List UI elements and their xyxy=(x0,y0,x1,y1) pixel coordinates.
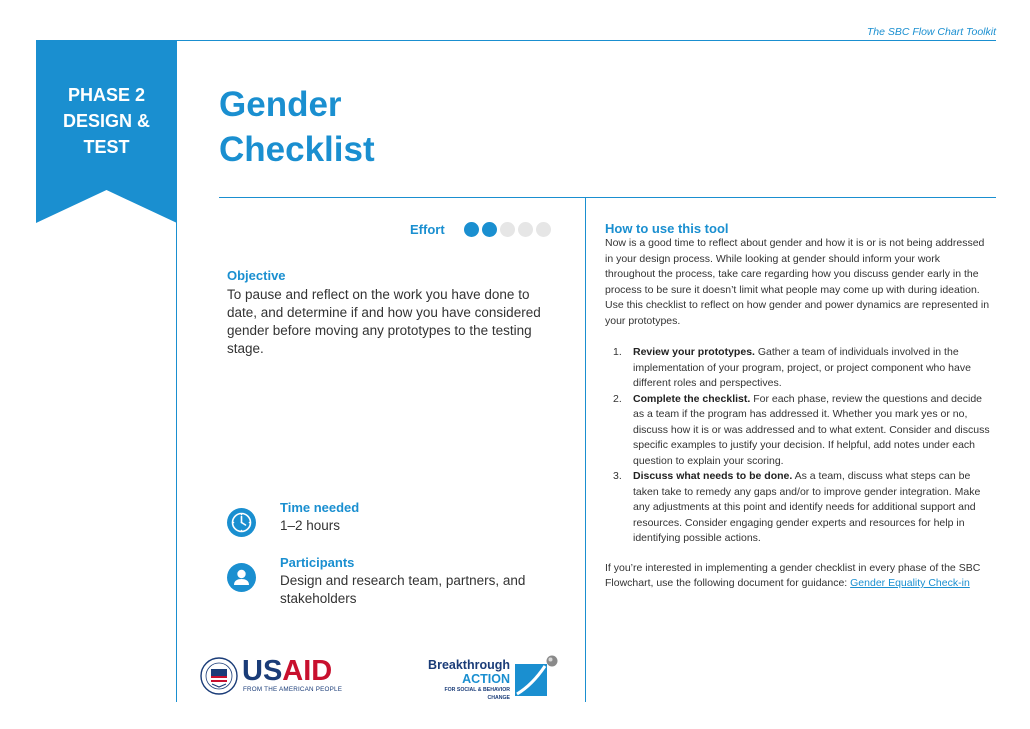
step-title: Complete the checklist. xyxy=(633,392,751,405)
breakthrough-action-mark-icon xyxy=(513,654,559,698)
step-title: Discuss what needs to be done. xyxy=(633,470,793,482)
ba-line-2: ACTION xyxy=(462,672,510,686)
time-needed-heading: Time needed xyxy=(280,500,360,515)
effort-dot-empty xyxy=(536,222,551,237)
phase-banner xyxy=(36,40,177,223)
time-needed-value: 1–2 hours xyxy=(280,518,341,533)
step-text: Gather a team of individuals involved in the implementation of your program, project, or project component who have different roles and perspectives. xyxy=(633,346,971,389)
title-divider xyxy=(219,197,996,198)
step-body xyxy=(633,345,990,392)
ba-line-1: Breakthrough xyxy=(428,658,510,672)
step-number: 1. xyxy=(613,346,622,358)
how-to-section xyxy=(605,221,990,592)
partner-logos xyxy=(200,652,560,702)
list-item xyxy=(605,469,990,547)
how-to-steps xyxy=(605,345,990,547)
step-title: Review your prototypes. xyxy=(633,346,755,358)
phase-line-1: PHASE 2 xyxy=(67,85,146,105)
effort-dot-filled xyxy=(482,222,497,237)
header-divider xyxy=(177,40,996,41)
gender-equality-checkin-link[interactable]: Gender Equality Check-in xyxy=(850,577,970,589)
objective-section xyxy=(227,268,557,358)
title-line-1: Gender xyxy=(219,85,342,124)
step-number: 2. xyxy=(613,392,622,405)
effort-label: Effort xyxy=(410,222,445,237)
objective-text: To pause and reflect on the work you have done to date, and determine if and how you have considered gender before moving any prototypes to the testing stage. xyxy=(227,287,541,356)
list-item xyxy=(605,345,990,392)
list-item xyxy=(605,392,990,470)
phase-line-3: TEST xyxy=(83,137,130,157)
breakthrough-action-logo xyxy=(424,658,510,702)
effort-dot-empty xyxy=(500,222,515,237)
toolkit-title: The SBC Flow Chart Toolkit xyxy=(866,26,996,38)
usaid-seal-icon xyxy=(200,657,238,695)
page-title xyxy=(219,82,375,172)
effort-rating xyxy=(410,222,551,237)
effort-dot-empty xyxy=(518,222,533,237)
effort-dots xyxy=(464,222,551,237)
how-to-heading: How to use this tool xyxy=(605,221,729,236)
column-divider xyxy=(585,198,586,702)
participants-value: Design and research team, partners, and stakeholders xyxy=(280,573,526,606)
usaid-wordmark: USAID xyxy=(242,655,333,687)
title-line-2: Checklist xyxy=(219,130,375,169)
step-text: For each phase, review the questions and decide as a team if the program has addressed it. Whether you mark yes or no, discuss how it is or was addressed and to what extent. Consider and discuss specific examples to justify your decision. If helpful, add notes under each question to explain your scoring. xyxy=(633,392,990,467)
effort-dot-filled xyxy=(464,222,479,237)
clock-icon xyxy=(227,508,256,537)
step-text: As a team, discuss what steps can be taken take to remedy any gaps and/or to improve gender integration. Make any adjustments at this point and identify needs for additional support and resources. Consider engaging gender experts and resources for help in identifying possible actions. xyxy=(633,470,981,544)
objective-heading: Objective xyxy=(227,268,286,283)
ba-line-3: FOR SOCIAL & BEHAVIOR CHANGE xyxy=(444,687,510,701)
step-body xyxy=(633,392,990,470)
person-icon xyxy=(227,563,256,592)
usaid-tagline: FROM THE AMERICAN PEOPLE xyxy=(243,686,343,693)
how-to-footer: If you’re interested in implementing a gender checklist in every phase of the SBC Flowchart, use the following document for guidance: Gender Equality Check-in xyxy=(605,561,981,589)
step-number: 3. xyxy=(613,470,622,482)
phase-line-2: DESIGN & xyxy=(62,111,150,131)
how-to-intro: Now is a good time to reflect about gender and how it is or is not being addressed in your design process. While looking at gender should inform your work throughout the process, take care regarding how you discuss gender early in the process to be sure it doesn’t limit what people may come up with during ideation. Use this checklist to reflect on how gender and power dynamics are represented in your prototypes. xyxy=(605,237,990,327)
participants-heading: Participants xyxy=(280,555,355,570)
step-body xyxy=(633,469,990,547)
phase-label xyxy=(36,82,177,160)
